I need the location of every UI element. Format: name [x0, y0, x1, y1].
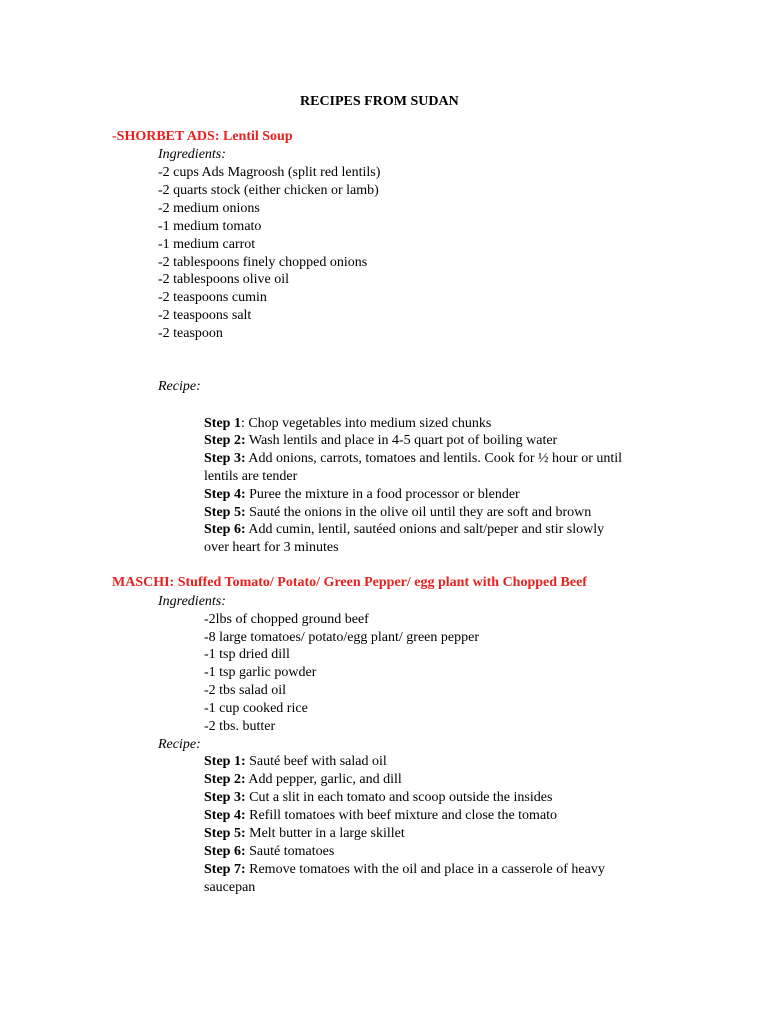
step-label: Step 4: — [204, 487, 246, 502]
step-label: Step 4: — [204, 808, 246, 823]
step-text: Sauté beef with salad oil — [245, 754, 387, 769]
recipe-step — [204, 450, 622, 468]
ingredients-label: Ingredients: — [158, 594, 226, 609]
ingredient-item: -2 cups Ads Magroosh (split red lentils) — [158, 165, 381, 180]
step-text: : Chop vegetables into medium sized chunks — [240, 416, 492, 431]
step-label: Step 3: — [204, 790, 246, 805]
step-text: Melt butter in a large skillet — [245, 826, 405, 841]
ingredient-item: -2 tbs. butter — [204, 719, 276, 734]
recipe-step — [204, 789, 552, 807]
recipe-step — [204, 486, 520, 504]
ingredient-item: -2 tablespoons finely chopped onions — [158, 255, 368, 270]
recipe-label: Recipe: — [158, 379, 201, 394]
recipe-step — [204, 504, 591, 522]
recipe-label: Recipe: — [158, 737, 201, 752]
ingredient-item: -2 medium onions — [158, 201, 260, 216]
recipe-step-continuation: lentils are tender — [204, 469, 298, 484]
step-text: Add pepper, garlic, and dill — [245, 772, 402, 787]
ingredient-item: -1 tsp dried dill — [204, 647, 290, 662]
ingredient-item: -1 medium carrot — [158, 237, 256, 252]
recipe-step — [204, 753, 387, 771]
step-label: Step 3: — [204, 451, 246, 466]
ingredient-item: -2 teaspoon — [158, 326, 223, 341]
step-label: Step 6: — [204, 522, 246, 537]
recipe-step-continuation: saucepan — [204, 880, 256, 895]
step-label: Step 2: — [204, 433, 246, 448]
recipe-heading-maschi: MASCHI: Stuffed Tomato/ Potato/ Green Pepper/ egg plant with Chopped Beef — [112, 575, 587, 590]
recipe-step-continuation: over heart for 3 minutes — [204, 540, 339, 555]
recipe-step — [204, 825, 405, 843]
step-text: Cut a slit in each tomato and scoop outside the insides — [245, 790, 553, 805]
ingredient-item: -2 tbs salad oil — [204, 683, 287, 698]
recipe-heading-shorbet-ads: -SHORBET ADS: Lentil Soup — [112, 129, 293, 144]
recipe-step — [204, 861, 605, 879]
ingredient-item: -2 teaspoons cumin — [158, 290, 267, 305]
step-label: Step 1 — [204, 416, 241, 431]
ingredient-item: -1 medium tomato — [158, 219, 262, 234]
ingredient-item: -1 cup cooked rice — [204, 701, 308, 716]
recipe-step — [204, 807, 557, 825]
step-text: Sauté the onions in the olive oil until they are soft and brown — [245, 505, 592, 520]
ingredient-item: -2 tablespoons olive oil — [158, 272, 290, 287]
step-text: Refill tomatoes with beef mixture and close the tomato — [245, 808, 558, 823]
step-label: Step 5: — [204, 826, 246, 841]
step-text: Puree the mixture in a food processor or blender — [245, 487, 520, 502]
ingredient-item: -2 teaspoons salt — [158, 308, 252, 323]
recipe-step — [204, 521, 604, 539]
recipe-step — [204, 415, 491, 433]
ingredient-item: -8 large tomatoes/ potato/egg plant/ green pepper — [204, 630, 479, 645]
ingredient-item: -2 quarts stock (either chicken or lamb) — [158, 183, 379, 198]
step-label: Step 1: — [204, 754, 246, 769]
recipe-step — [204, 432, 557, 450]
step-text: Remove tomatoes with the oil and place in a casserole of heavy — [245, 862, 605, 877]
step-label: Step 2: — [204, 772, 246, 787]
step-label: Step 6: — [204, 844, 246, 859]
ingredient-item: -1 tsp garlic powder — [204, 665, 317, 680]
step-text: Add onions, carrots, tomatoes and lentils. Cook for ½ hour or until — [245, 451, 623, 466]
ingredient-item: -2lbs of chopped ground beef — [204, 612, 369, 627]
step-text: Wash lentils and place in 4-5 quart pot of boiling water — [245, 433, 558, 448]
document-title: RECIPES FROM SUDAN — [300, 94, 459, 109]
step-label: Step 5: — [204, 505, 246, 520]
step-text: Add cumin, lentil, sautéed onions and salt/peper and stir slowly — [245, 522, 605, 537]
ingredients-label: Ingredients: — [158, 147, 226, 162]
step-label: Step 7: — [204, 862, 246, 877]
recipe-step — [204, 771, 402, 789]
step-text: Sauté tomatoes — [245, 844, 335, 859]
recipe-step — [204, 843, 334, 861]
